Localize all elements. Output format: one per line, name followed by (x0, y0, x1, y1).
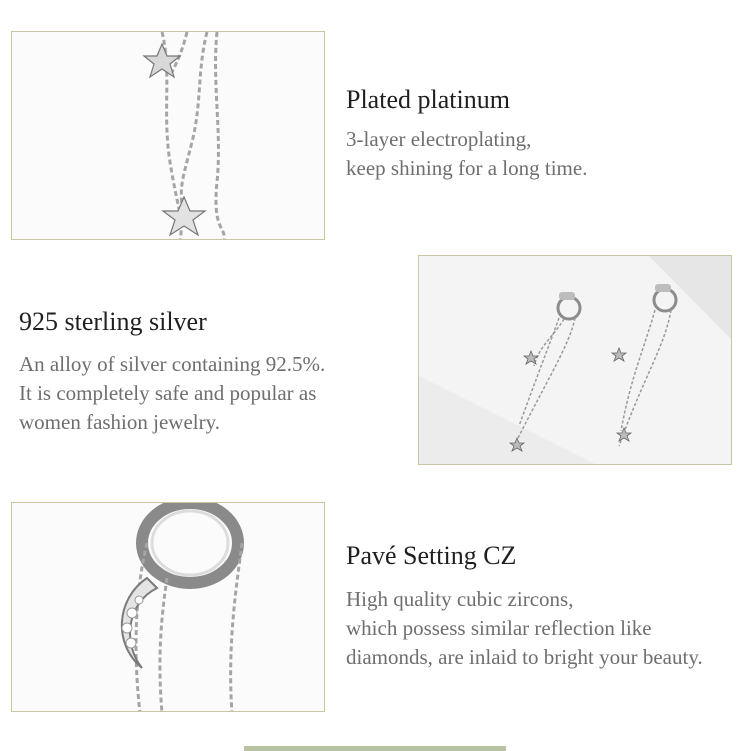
description-line: An alloy of silver containing 92.5%. (19, 352, 326, 376)
description-line: It is completely safe and popular as (19, 381, 317, 405)
section-description (346, 125, 587, 183)
description-line: diamonds, are inlaid to bright your beauty. (346, 645, 703, 669)
moon-charm-illustration (12, 503, 325, 712)
section-title: Pavé Setting CZ (346, 541, 517, 570)
description-line: women fashion jewelry. (19, 410, 220, 434)
star-charm-top (144, 44, 180, 77)
earrings-illustration (419, 256, 732, 465)
star-charm-bottom (163, 197, 205, 235)
product-image-moon-charm (11, 502, 325, 712)
section-title: Plated platinum (346, 85, 510, 114)
description-line: 3-layer electroplating, (346, 127, 532, 151)
product-image-star-chain (11, 31, 325, 240)
description-line: which possess similar reflection like (346, 616, 652, 640)
section-description (346, 585, 703, 672)
description-line: High quality cubic zircons, (346, 587, 574, 611)
star-chain-illustration (12, 32, 325, 240)
section-description (19, 350, 325, 437)
product-image-earrings (418, 255, 732, 465)
bottom-accent-bar (244, 746, 506, 751)
section-title: 925 sterling silver (19, 307, 207, 336)
description-line: keep shining for a long time. (346, 156, 588, 180)
